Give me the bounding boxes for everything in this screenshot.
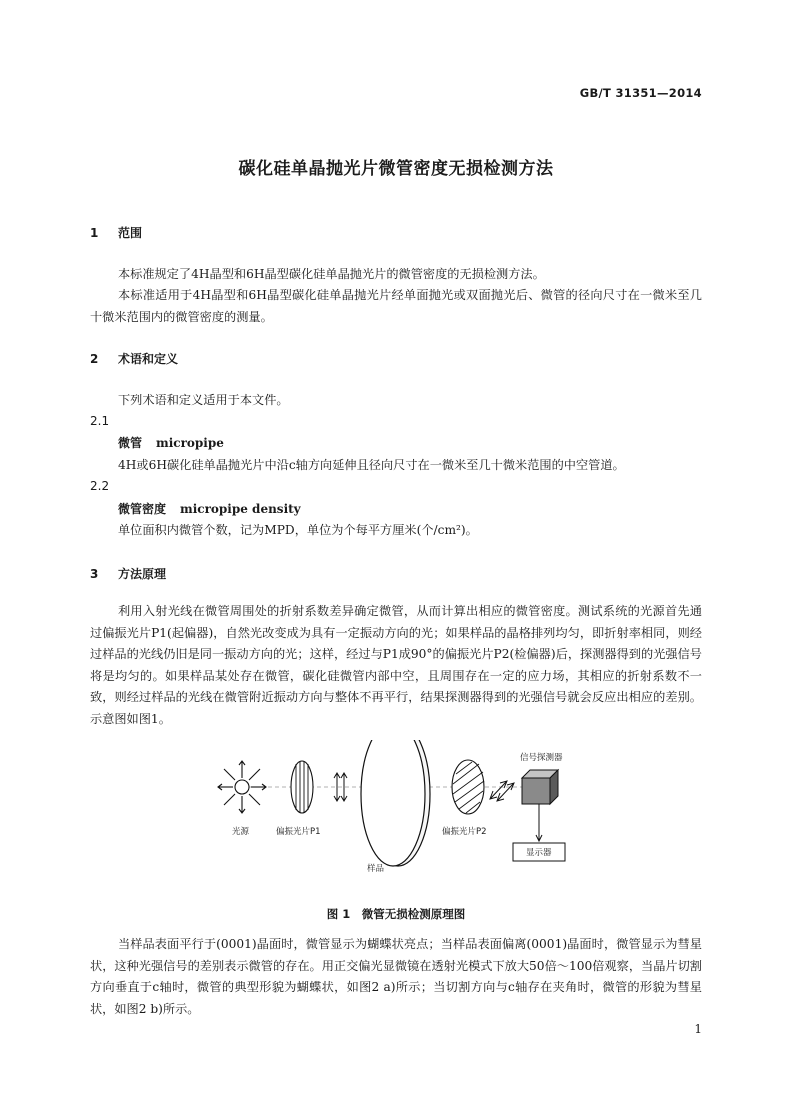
section-2-heading [90,350,178,367]
term-2-2-definition: 单位面积内微管个数，记为MPD，单位为个每平方厘米(个/cm²)。 [118,523,478,537]
signal-arrow-icon [536,804,542,841]
label-display: 显示器 [526,848,552,858]
document-title: 碳化硅单晶抛光片微管密度无损检测方法 [238,159,554,179]
section-1-heading [90,224,142,241]
section-3-paragraph-1: 利用入射光线在微管周围处的折射系数差异确定微管，从而计算出相应的微管密度。测试系统的光源首先通过偏振光片P1(起偏器)，自然光改变成为具有一定振动方向的光；如果样品的晶格排列均匀，即折射率相同，则经过样品的光线仍旧是同一振动方向的光；这样，经过与P1成90°的偏振光片P2(检偏器)后，探测器得到的光强信号将是均匀的。如果样品某处存在微管，碳化硅微管内部中空，且周围存在一定的应力场，其相应的折射系数不一致，则经过样品的光线在微管附近振动方向与整体不再平行，结果探测器得到的光强信号就会反应出相应的差别。示意图如图1。 [90,604,702,726]
term-2-1-number: 2.1 [90,414,110,428]
section-1-paragraph-1: 本标准规定了4H晶型和6H晶型碳化硅单晶抛光片的微管密度的无损检测方法。 [118,267,545,281]
label-polarizer-p2: 偏振光片P2 [442,827,487,837]
figure-1-caption: 图 1 微管无损检测原理图 [326,907,466,921]
standard-number: GB/T 31351—2014 [579,86,702,100]
section-3-heading [90,565,166,582]
label-polarizer-p1: 偏振光片P1 [276,827,321,837]
signal-detector-icon [522,770,558,804]
term-2-2-number: 2.2 [90,479,110,493]
term-2-1-definition: 4H或6H碳化硅单晶抛光片中沿c轴方向延伸且径向尺寸在一微米至几十微米范围的中空管道。 [118,458,625,472]
section-number: 2 [90,352,99,366]
label-sample: 样品 [367,864,385,874]
section-3-paragraph-2: 当样品表面平行于(0001)晶面时，微管显示为蝴蝶状亮点；当样品表面偏离(0001)晶面时，微管显示为彗星状，这种光强信号的差别表示微管的存在。用正交偏光显微镜在透射光模式下放大50倍～100倍观察，当晶片切割方向垂直于c轴时，微管的典型形貌为蝴蝶状，如图2 a)所示；当切割方向与c轴存在夹角时，微管的形貌为彗星状，如图2 b)所示。 [90,937,702,1016]
term-en: micropipe [156,436,224,450]
sample-wafer-icon [361,740,430,866]
light-source-icon [218,761,266,813]
section-1-paragraph-2: 本标准适用于4H晶型和6H晶型碳化硅单晶抛光片经单面抛光或双面抛光后、微管的径向尺寸在一微米至几十微米范围内的微管密度的测量。 [90,288,702,324]
term-2-2-title [118,500,301,517]
section-title: 方法原理 [118,567,167,581]
polarizer-p2-icon [452,760,484,814]
section-number: 3 [90,567,99,581]
page-number: 1 [694,1022,702,1036]
label-signal-detector: 信号探测器 [520,753,563,763]
section-number: 1 [90,226,99,240]
section-2-intro: 下列术语和定义适用于本文件。 [118,393,289,407]
term-cn: 微管密度 [118,502,167,516]
term-2-1-title [118,434,224,451]
polarization-arrows-icon [490,781,514,801]
term-cn: 微管 [118,436,143,450]
term-en: micropipe density [180,502,301,516]
label-light-source: 光源 [232,827,250,837]
section-title: 范围 [118,226,143,240]
section-title: 术语和定义 [118,352,179,366]
figure-1-diagram [210,740,590,880]
polarizer-p1-icon [291,761,313,813]
